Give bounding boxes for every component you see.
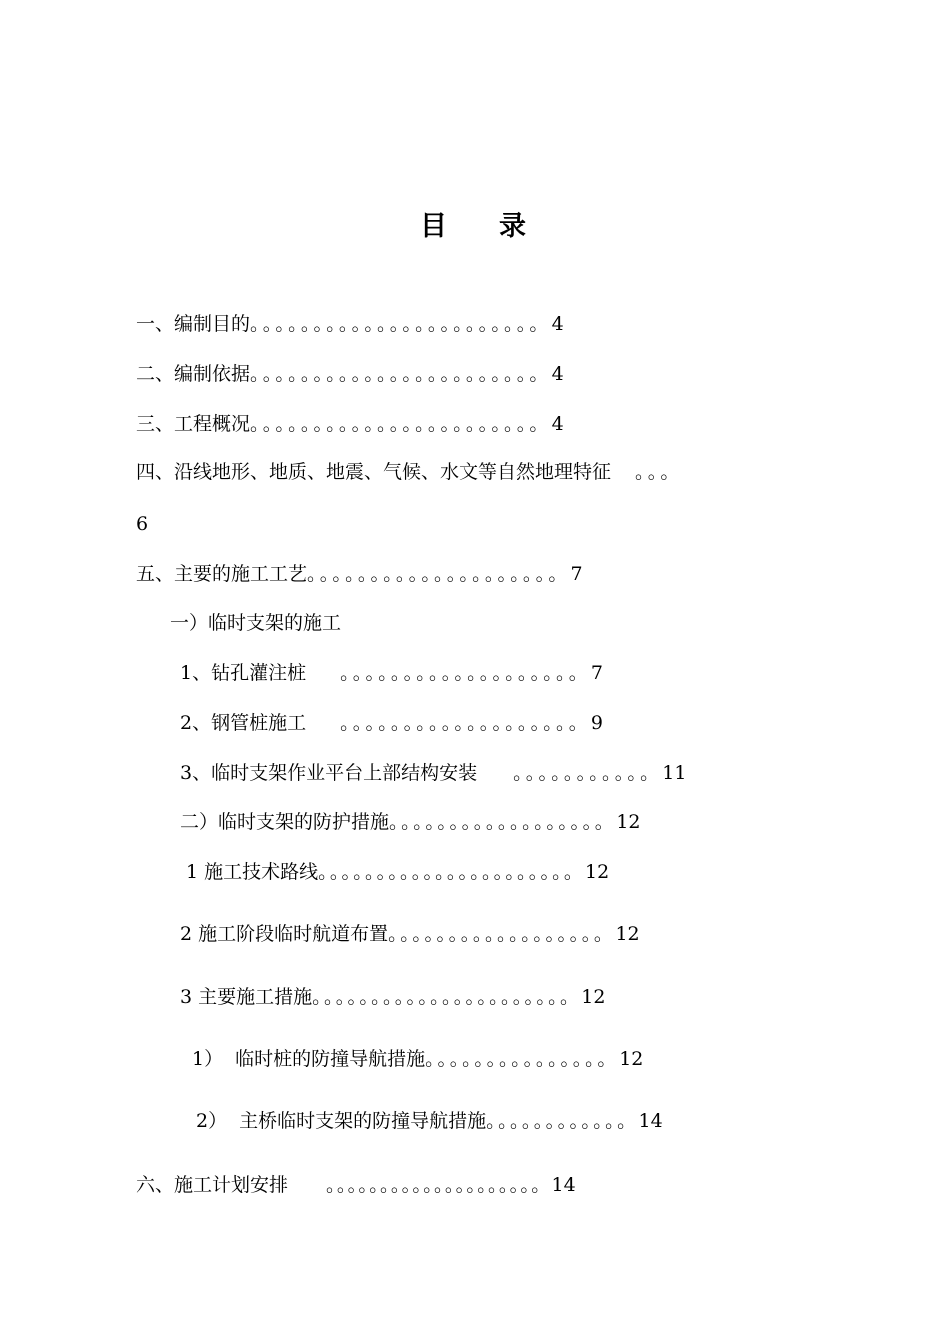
toc-entry[interactable] [186,860,609,884]
toc-entry-text: 1） 临时桩的防撞导航措施 [192,1048,426,1070]
toc-entry-text: 1、钻孔灌注桩 [180,662,307,684]
toc-entry-dots: 。。。。。。。。。。。。。。。。。。。。。。。 [250,413,552,435]
toc-entry-dots: 。。。。。。。。。。。。。。。 [425,1048,620,1070]
toc-entry-dots: 。。。。。。。。。。。。。。。。。。。。。。 [312,986,582,1008]
toc-entry[interactable] [180,711,603,735]
toc-entry-text: 四、沿线地形、地质、地震、气候、水文等自然地理特征 [136,461,612,483]
toc-entry-dots: 。。。。。。。。。。。。。。。。。。。 [340,662,591,684]
toc-entry-page: 4 [551,413,564,435]
toc-entry-text: 六、施工计划安排 [136,1174,289,1196]
title-char-2: 录 [499,211,530,242]
toc-entry-text: 二、编制依据 [136,363,251,385]
toc-entry-text: 三、工程概况 [136,413,251,435]
toc-entry-dots: 。。。。。。。。。。。。。。。。。。。。。。 [318,861,586,883]
title-char-1: 目 [420,211,451,242]
toc-entry[interactable] [170,611,341,635]
toc-entry[interactable] [180,985,605,1009]
toc-entry-page: 12 [615,923,640,945]
toc-entry-dots: 。。。。。。。。。。。 [513,762,663,784]
toc-entry-page: 11 [662,762,687,784]
toc-entry-dots: 。。。。。。。。。。。。 [486,1110,639,1132]
toc-entry-text: 2 施工阶段临时航道布置 [180,923,389,945]
toc-entry[interactable] [196,1109,663,1133]
toc-entry[interactable] [192,1047,643,1071]
toc-entry-page: 12 [581,986,606,1008]
toc-entry[interactable] [180,661,603,685]
toc-entry-text: 3、临时支架作业平台上部结构安装 [180,762,478,784]
toc-entry-page: 14 [638,1110,663,1132]
toc-entry-dots: 。。。。。。。。。。。。。。。。。。。。 [307,563,571,585]
toc-entry-page-wrapped [136,512,148,536]
toc-entry[interactable] [136,460,683,484]
toc-entry-page: 7 [570,563,583,585]
toc-entry-dots: 。。。。。。。。。。。。。。。。。。。。。。。 [250,363,552,385]
toc-entry[interactable] [136,312,564,336]
toc-entry-page: 4 [551,313,564,335]
toc-entry-text: 1 施工技术路线 [186,861,319,883]
toc-entry-text: 3 主要施工措施 [180,986,313,1008]
toc-entry[interactable] [136,1173,576,1197]
toc-entry-dots: 。。。。。。。。。。。。。。。。。。。。。。。 [250,313,552,335]
toc-entry-dots: 。。。。。。。。。。。。。。。。。。。 [340,712,591,734]
toc-entry[interactable] [180,922,640,946]
toc-entry-page: 9 [590,712,603,734]
toc-entry-page: 12 [616,811,641,833]
toc-entry-text: 2、钢管桩施工 [180,712,307,734]
toc-entry[interactable] [180,810,641,834]
toc-entry-text: 2） 主桥临时支架的防撞导航措施 [196,1110,487,1132]
toc-entry-text: 五、主要的施工工艺 [136,563,308,585]
toc-entry-text: 一、编制目的 [136,313,251,335]
toc-entry[interactable] [136,412,564,436]
toc-entry-text: 二）临时支架的防护措施 [180,811,390,833]
toc-entry-page: 4 [551,363,564,385]
toc-entry-page: 6 [136,513,149,535]
toc-entry[interactable] [136,362,564,386]
toc-entry-dots: 。。。。。。。。。。。。。。。。。。 [389,811,617,833]
toc-entry-dots: 。。。 [635,461,683,483]
toc-entry-page: 7 [590,662,603,684]
toc-entry-page: 12 [585,861,610,883]
toc-entry[interactable] [180,761,686,785]
toc-entry-dots: 。。。。。。。。。。。。。。。。。。。。 [326,1174,552,1196]
page-title [0,204,950,243]
toc-entry-dots: 。。。。。。。。。。。。。。。。。。 [388,923,616,945]
toc-entry-page: 12 [619,1048,644,1070]
toc-entry[interactable] [136,562,583,586]
toc-entry-text: 一）临时支架的施工 [170,612,342,634]
toc-entry-page: 14 [551,1174,576,1196]
